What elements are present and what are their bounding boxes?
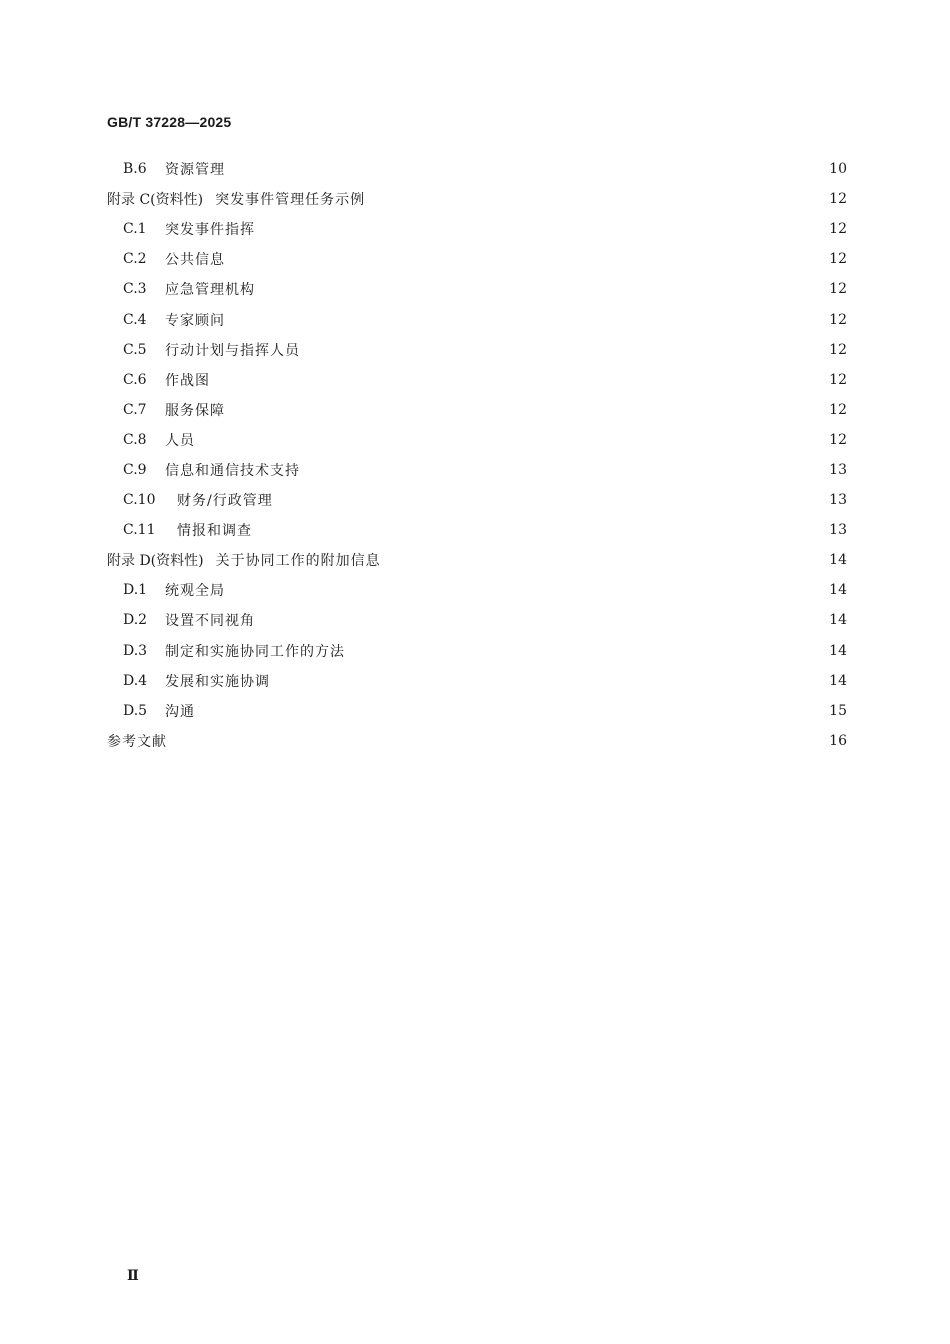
toc-entry[interactable] bbox=[107, 726, 847, 756]
toc-entry[interactable] bbox=[107, 425, 847, 455]
dot-leader bbox=[229, 162, 823, 176]
toc-entry[interactable] bbox=[107, 455, 847, 485]
toc-entry[interactable] bbox=[107, 154, 847, 184]
toc-entry-number: D.4 bbox=[123, 672, 148, 689]
toc-entry-page: 12 bbox=[829, 281, 847, 298]
toc-entry-page: 14 bbox=[829, 582, 847, 599]
toc-entry-page: 14 bbox=[829, 672, 847, 689]
toc-entry[interactable] bbox=[107, 274, 847, 304]
toc-entry-page: 12 bbox=[829, 311, 847, 328]
toc-entry-title: 应急管理机构 bbox=[165, 282, 255, 299]
toc-entry-title: 突发事件指挥 bbox=[165, 222, 255, 239]
toc-entry-number: 附录 C(资料性) bbox=[107, 192, 204, 209]
toc-entry-page: 16 bbox=[829, 732, 847, 749]
dot-leader bbox=[259, 613, 823, 627]
toc-entry-title: 公共信息 bbox=[165, 252, 225, 269]
toc-entry-title: 参考文献 bbox=[107, 733, 167, 750]
toc-entry[interactable] bbox=[107, 214, 847, 244]
toc-entry-page: 13 bbox=[829, 461, 847, 478]
toc-entry-number: C.2 bbox=[123, 251, 147, 268]
toc-entry-page: 14 bbox=[829, 612, 847, 629]
toc-entry[interactable] bbox=[107, 666, 847, 696]
toc-entry[interactable] bbox=[107, 696, 847, 726]
toc-entry-number: D.5 bbox=[123, 702, 148, 719]
toc-entry-title: 财务/行政管理 bbox=[177, 493, 273, 510]
toc-entry[interactable] bbox=[107, 395, 847, 425]
dot-leader bbox=[199, 704, 823, 718]
toc-entry-title: 人员 bbox=[165, 432, 195, 449]
toc-entry[interactable] bbox=[107, 575, 847, 605]
toc-entry-number: C.6 bbox=[123, 371, 147, 388]
toc-entry-number: C.4 bbox=[123, 311, 147, 328]
toc-entry-page: 12 bbox=[829, 431, 847, 448]
toc-entry-page: 12 bbox=[829, 371, 847, 388]
toc-entry-title: 沟通 bbox=[165, 703, 195, 720]
dot-leader bbox=[385, 553, 823, 567]
toc-entry-title: 突发事件管理任务示例 bbox=[215, 192, 366, 209]
toc-entry-title: 行动计划与指挥人员 bbox=[165, 342, 300, 359]
toc-entry-title: 服务保障 bbox=[165, 402, 225, 419]
toc-entry-number: C.8 bbox=[123, 431, 147, 448]
dot-leader bbox=[304, 463, 823, 477]
toc-entry-page: 12 bbox=[829, 191, 847, 208]
toc-entry-page: 10 bbox=[829, 161, 847, 178]
toc-entry-title: 作战图 bbox=[165, 372, 210, 389]
toc-entry[interactable] bbox=[107, 184, 847, 214]
dot-leader bbox=[171, 734, 823, 748]
dot-leader bbox=[259, 282, 823, 296]
toc-entry[interactable] bbox=[107, 485, 847, 515]
toc-entry-page: 13 bbox=[829, 522, 847, 539]
toc-entry-title: 发展和实施协调 bbox=[165, 673, 270, 690]
toc-entry[interactable] bbox=[107, 515, 847, 545]
toc-entry[interactable] bbox=[107, 365, 847, 395]
toc-entry-title: 信息和通信技术支持 bbox=[165, 462, 300, 479]
toc-entry-title: 关于协同工作的附加信息 bbox=[215, 553, 381, 570]
toc-entry-page: 12 bbox=[829, 401, 847, 418]
toc-entry-title: 制定和实施协同工作的方法 bbox=[165, 643, 345, 660]
toc-entry-number: C.9 bbox=[123, 461, 147, 478]
toc-entry-title: 设置不同视角 bbox=[165, 613, 255, 630]
toc-entry[interactable] bbox=[107, 545, 847, 575]
dot-leader bbox=[274, 674, 823, 688]
toc-entry-page: 13 bbox=[829, 492, 847, 509]
toc-entry-page: 12 bbox=[829, 221, 847, 238]
dot-leader bbox=[369, 192, 823, 206]
toc-entry-number: D.3 bbox=[123, 642, 148, 659]
toc-entry-number: C.7 bbox=[123, 401, 147, 418]
dot-leader bbox=[229, 252, 823, 266]
toc-entry[interactable] bbox=[107, 304, 847, 334]
dot-leader bbox=[214, 373, 823, 387]
toc-entry-number: C.10 bbox=[123, 492, 156, 509]
document-id-header: GB/T 37228—2025 bbox=[107, 114, 232, 130]
toc-entry-page: 14 bbox=[829, 552, 847, 569]
toc-entry[interactable] bbox=[107, 605, 847, 635]
dot-leader bbox=[199, 433, 823, 447]
toc-entry-page: 12 bbox=[829, 341, 847, 358]
toc-entry-number: C.3 bbox=[123, 281, 147, 298]
toc-entry-number: D.1 bbox=[123, 582, 148, 599]
toc-entry-title: 情报和调查 bbox=[177, 523, 252, 540]
dot-leader bbox=[304, 343, 823, 357]
dot-leader bbox=[229, 313, 823, 327]
toc-entry-page: 15 bbox=[829, 702, 847, 719]
toc-entry-number: D.2 bbox=[123, 612, 148, 629]
toc-entry-number: C.5 bbox=[123, 341, 147, 358]
table-of-contents bbox=[107, 154, 847, 756]
dot-leader bbox=[259, 222, 823, 236]
toc-entry-title: 统观全局 bbox=[165, 583, 225, 600]
toc-entry[interactable] bbox=[107, 636, 847, 666]
toc-entry-number: 附录 D(资料性) bbox=[107, 553, 204, 570]
toc-entry-number: B.6 bbox=[123, 161, 147, 178]
toc-entry-title: 资源管理 bbox=[165, 162, 225, 179]
toc-entry[interactable] bbox=[107, 244, 847, 274]
toc-entry-page: 14 bbox=[829, 642, 847, 659]
toc-entry-number: C.11 bbox=[123, 522, 156, 539]
dot-leader bbox=[229, 583, 823, 597]
toc-entry-page: 12 bbox=[829, 251, 847, 268]
toc-entry[interactable] bbox=[107, 335, 847, 365]
toc-entry-number: C.1 bbox=[123, 221, 147, 238]
toc-entry-title: 专家顾问 bbox=[165, 312, 225, 329]
page-number: Ⅱ bbox=[127, 1268, 139, 1284]
dot-leader bbox=[229, 403, 823, 417]
dot-leader bbox=[256, 523, 823, 537]
dot-leader bbox=[277, 493, 823, 507]
dot-leader bbox=[349, 644, 823, 658]
